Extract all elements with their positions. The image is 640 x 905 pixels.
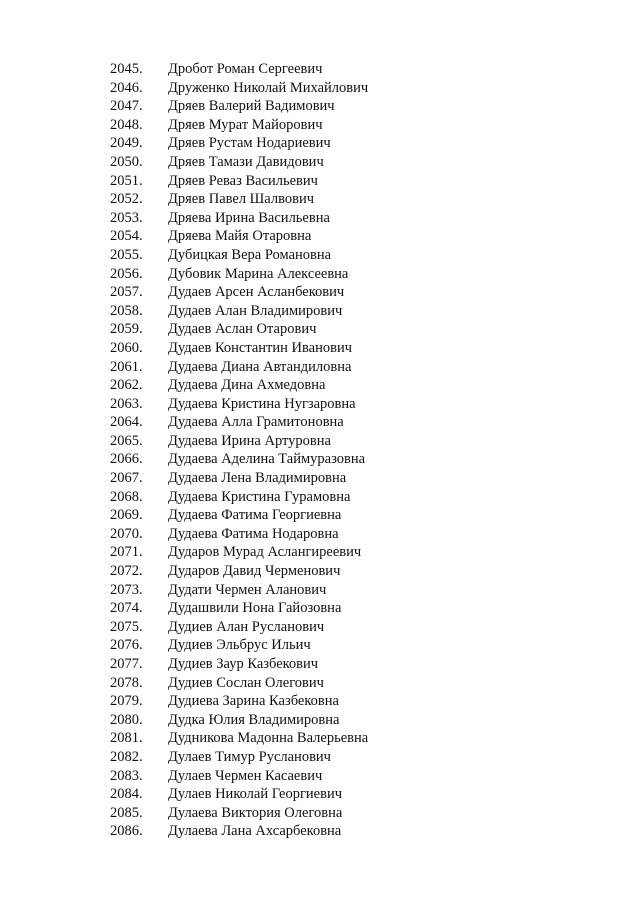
list-item xyxy=(110,358,368,377)
list-item xyxy=(110,674,368,693)
list-item xyxy=(110,450,368,469)
entry-name: Дудаева Фатима Георгиевна xyxy=(168,507,342,524)
entry-name: Дряева Майя Отаровна xyxy=(168,228,312,245)
entry-name: Дудиева Зарина Казбековна xyxy=(168,693,339,710)
entry-name: Дудаева Ирина Артуровна xyxy=(168,432,331,449)
entry-number: 2063. xyxy=(110,395,143,412)
entry-number: 2082. xyxy=(110,748,143,765)
list-item xyxy=(110,320,368,339)
list-item xyxy=(110,488,368,507)
entry-number: 2086. xyxy=(110,823,143,840)
entry-name: Дудаева Дина Ахмедовна xyxy=(168,377,326,394)
entry-number: 2045. xyxy=(110,61,143,77)
list-item xyxy=(110,227,368,246)
entry-name: Дудиев Сослан Олегович xyxy=(168,674,324,691)
list-item xyxy=(110,767,368,786)
entry-number: 2056. xyxy=(110,265,143,282)
list-item xyxy=(110,376,368,395)
list-item xyxy=(110,116,368,135)
list-item xyxy=(110,265,368,284)
list-item xyxy=(110,525,368,544)
entry-name: Дудаев Алан Владимирович xyxy=(168,302,343,319)
entry-name: Дудиев Эльбрус Ильич xyxy=(168,637,311,654)
entry-name: Дряев Рустам Нодариевич xyxy=(168,135,331,152)
list-item xyxy=(110,581,368,600)
entry-name: Дряев Павел Шалвович xyxy=(168,191,315,208)
list-item xyxy=(110,153,368,172)
entry-name: Дудаева Лена Владимировна xyxy=(168,470,347,487)
list-item xyxy=(110,506,368,525)
entry-number: 2075. xyxy=(110,618,143,635)
entry-number: 2077. xyxy=(110,656,143,672)
entry-number: 2066. xyxy=(110,451,143,468)
entry-number: 2081. xyxy=(110,730,143,747)
entry-name: Дряев Тамази Давидович xyxy=(168,153,324,170)
list-item xyxy=(110,562,368,581)
list-item xyxy=(110,469,368,488)
entry-number: 2059. xyxy=(110,321,143,338)
entry-number: 2074. xyxy=(110,600,143,617)
entry-name: Дударов Давид Черменович xyxy=(168,563,341,580)
entry-name: Дудиев Алан Русланович xyxy=(168,618,325,635)
entry-number: 2047. xyxy=(110,98,143,115)
entry-name: Дудаева Алла Грамитоновна xyxy=(168,414,344,431)
entry-number: 2071. xyxy=(110,544,143,561)
entry-name: Дудаева Фатима Нодаровна xyxy=(168,525,339,542)
entry-name: Дряев Валерий Вадимович xyxy=(168,98,335,115)
entry-name: Дудаева Кристина Гурамовна xyxy=(168,488,351,505)
entry-name: Дряев Реваз Васильевич xyxy=(168,172,318,189)
entry-number: 2083. xyxy=(110,767,143,784)
entry-name: Дудаева Аделина Таймуразовна xyxy=(168,451,366,468)
entry-number: 2085. xyxy=(110,804,143,821)
entry-name: Дудашвили Нона Гайозовна xyxy=(168,600,342,617)
entry-number: 2057. xyxy=(110,284,143,301)
entry-name: Дулаев Чермен Касаевич xyxy=(168,767,323,784)
list-item xyxy=(110,209,368,228)
entry-number: 2058. xyxy=(110,302,143,319)
list-item xyxy=(110,711,368,730)
entry-number: 2065. xyxy=(110,432,143,449)
list-item xyxy=(110,413,368,432)
list-item xyxy=(110,543,368,562)
entry-name: Дулаева Лана Ахсарбековна xyxy=(168,823,342,840)
entry-name: Дудаев Аслан Отарович xyxy=(168,321,317,338)
list-item xyxy=(110,804,368,823)
entry-name: Дулаев Николай Георгиевич xyxy=(168,786,342,803)
entry-number: 2076. xyxy=(110,637,143,654)
entry-number: 2073. xyxy=(110,581,143,598)
entry-name: Дудиев Заур Казбекович xyxy=(168,656,319,672)
entry-name: Дудаев Константин Иванович xyxy=(168,339,353,356)
list-item xyxy=(110,60,368,79)
entry-number: 2053. xyxy=(110,209,143,226)
entry-number: 2070. xyxy=(110,525,143,542)
entry-number: 2052. xyxy=(110,191,143,208)
entry-name: Дудаев Арсен Асланбекович xyxy=(168,284,345,301)
list-item xyxy=(110,618,368,637)
list-item xyxy=(110,246,368,265)
list-item xyxy=(110,748,368,767)
list-item xyxy=(110,432,368,451)
entry-number: 2064. xyxy=(110,414,143,431)
entry-number: 2068. xyxy=(110,488,143,505)
entry-number: 2054. xyxy=(110,228,143,245)
list-item xyxy=(110,339,368,358)
entry-name: Дудка Юлия Владимировна xyxy=(168,711,340,728)
entry-number: 2060. xyxy=(110,339,143,356)
name-list xyxy=(110,60,368,841)
list-item xyxy=(110,134,368,153)
list-item xyxy=(110,785,368,804)
entry-number: 2069. xyxy=(110,507,143,524)
entry-number: 2048. xyxy=(110,116,143,133)
entry-name: Дудаева Кристина Нугзаровна xyxy=(168,395,356,412)
entry-name: Дудникова Мадонна Валерьевна xyxy=(168,730,369,747)
entry-name: Дулаев Тимур Русланович xyxy=(168,748,331,765)
list-item xyxy=(110,729,368,748)
entry-number: 2062. xyxy=(110,377,143,394)
entry-number: 2067. xyxy=(110,470,143,487)
list-item xyxy=(110,636,368,655)
list-item xyxy=(110,97,368,116)
list-item xyxy=(110,395,368,414)
list-item xyxy=(110,283,368,302)
entry-number: 2049. xyxy=(110,135,143,152)
entry-name: Дудати Чермен Аланович xyxy=(168,581,327,598)
entry-name: Дулаева Виктория Олеговна xyxy=(168,804,343,821)
list-item xyxy=(110,822,368,841)
entry-name: Дряева Ирина Васильевна xyxy=(168,209,330,226)
entry-name: Друженко Николай Михайлович xyxy=(168,79,369,96)
entry-name: Дробот Роман Сергеевич xyxy=(168,61,323,77)
entry-number: 2046. xyxy=(110,79,143,96)
list-item xyxy=(110,302,368,321)
list-item xyxy=(110,172,368,191)
entry-number: 2080. xyxy=(110,711,143,728)
entry-number: 2051. xyxy=(110,172,143,189)
entry-name: Дударов Мурад Аслангиреевич xyxy=(168,544,362,561)
list-item xyxy=(110,655,368,674)
entry-number: 2050. xyxy=(110,153,143,170)
entry-name: Дубицкая Вера Романовна xyxy=(168,246,332,263)
list-item xyxy=(110,190,368,209)
entry-number: 2072. xyxy=(110,563,143,580)
list-item xyxy=(110,692,368,711)
entry-name: Дряев Мурат Майорович xyxy=(168,116,323,133)
entry-number: 2078. xyxy=(110,674,143,691)
entry-number: 2079. xyxy=(110,693,143,710)
entry-number: 2084. xyxy=(110,786,143,803)
list-item xyxy=(110,79,368,98)
entry-name: Дудаева Диана Автандиловна xyxy=(168,358,352,375)
entry-number: 2061. xyxy=(110,358,143,375)
entry-number: 2055. xyxy=(110,246,143,263)
entry-name: Дубовик Марина Алексеевна xyxy=(168,265,349,282)
list-item xyxy=(110,599,368,618)
